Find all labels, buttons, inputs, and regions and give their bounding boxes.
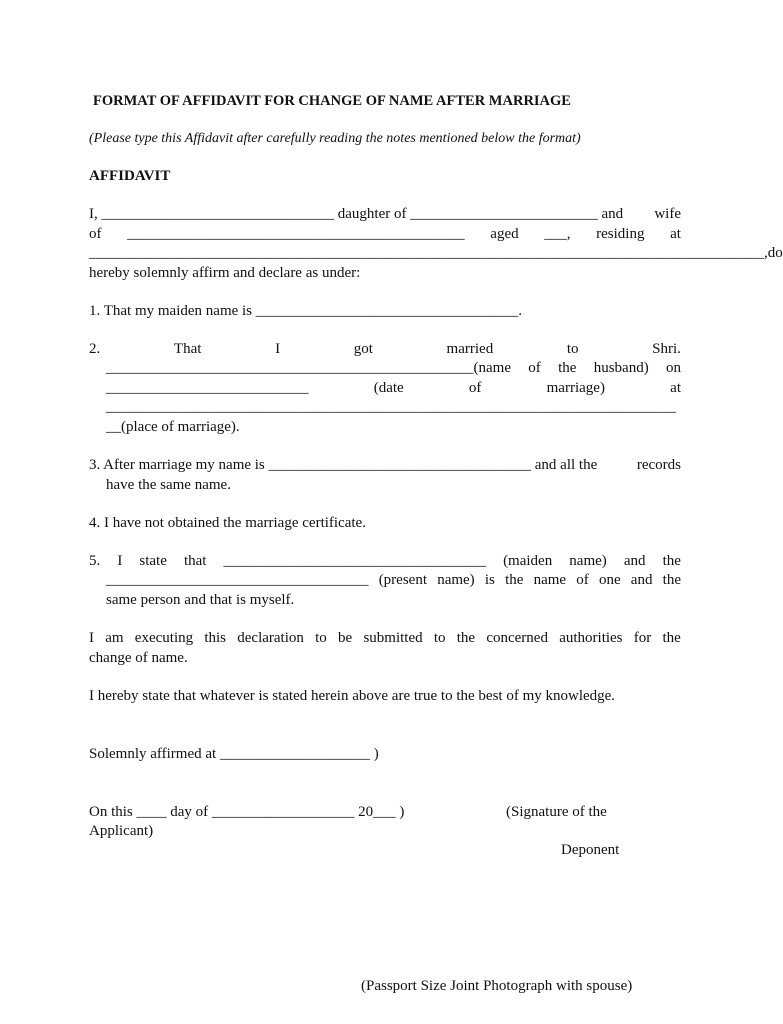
item-2-text: marriage) <box>546 380 605 396</box>
item-5-text: that <box>183 553 207 569</box>
intro-text: at <box>670 226 681 242</box>
document-title: FORMAT OF AFFIDAVIT FOR CHANGE OF NAME AFTER MARRIAGE <box>93 93 571 109</box>
item-5-line-2 <box>106 571 681 590</box>
item-2-text: at <box>670 380 681 396</box>
intro-text: do <box>767 245 783 261</box>
item-2-text: 2. <box>89 341 101 357</box>
item-5-text: name) <box>569 553 607 569</box>
declaration-text: be <box>338 630 353 646</box>
item-5-text: ___________________________________ <box>106 572 369 588</box>
item-2-line-1 <box>89 340 681 359</box>
item-5-text: and <box>630 572 653 588</box>
item-5-text: I <box>117 553 123 569</box>
affirmed-at-line: Solemnly affirmed at ____________________ ) <box>89 746 379 762</box>
intro-text: of <box>89 226 102 242</box>
item-2-line-4: ____________________________________________________________________________ <box>106 399 676 415</box>
declaration-text: declaration <box>237 630 304 646</box>
item-5-text: the <box>662 553 681 569</box>
item-3-line-1 <box>89 456 681 475</box>
item-2-text: I <box>275 341 281 357</box>
item-5-line-1 <box>89 552 681 571</box>
item-5-text: the <box>505 572 524 588</box>
applicant-label: Applicant) <box>89 823 154 839</box>
declaration-text: the <box>662 630 681 646</box>
intro-text: residing <box>596 226 645 242</box>
item-5-text: (maiden <box>503 553 553 569</box>
intro-text: wife <box>654 206 681 222</box>
item-2-text: Shri. <box>652 341 681 357</box>
item-3-text: 3. After marriage my name is ___________________________________ and all the <box>89 457 598 473</box>
item-2-text: husband) <box>593 360 649 376</box>
signature-label: (Signature of the <box>506 804 607 820</box>
intro-text: I, _______________________________ daughter of _________________________ and <box>89 206 624 222</box>
declaration-text: I <box>89 630 94 646</box>
declaration-text: to <box>433 630 446 646</box>
truth-statement: I hereby state that whatever is stated herein above are true to the best of my knowledge. <box>89 688 616 704</box>
item-2-text: married <box>446 341 494 357</box>
affidavit-heading: AFFIDAVIT <box>89 168 171 184</box>
intro-text: ___, <box>544 226 571 242</box>
item-5-text: 5. <box>89 553 101 569</box>
item-3-line-2: have the same name. <box>106 477 231 493</box>
deponent-label: Deponent <box>561 842 620 858</box>
date-line: On this ____ day of ___________________ 20___ ) <box>89 804 405 820</box>
item-5-text: name) <box>437 572 475 588</box>
intro-line-2 <box>89 225 681 244</box>
declaration-text: the <box>456 630 476 646</box>
item-5-text: name <box>533 572 567 588</box>
intro-text: _____________________________________________ <box>127 226 465 242</box>
item-2-text: ___________________________ <box>106 380 309 396</box>
item-2-line-3 <box>106 379 681 398</box>
intro-line-3 <box>89 244 783 263</box>
intro-line-1 <box>89 205 681 224</box>
item-5-text: one <box>598 572 621 588</box>
item-2-text: got <box>353 341 373 357</box>
declaration-text: to <box>315 630 327 646</box>
item-5-text: state <box>139 553 167 569</box>
item-2-text: the <box>558 360 577 376</box>
item-5-text: of <box>576 572 589 588</box>
item-2-text: to <box>566 341 579 357</box>
declaration-text: authorities <box>559 630 623 646</box>
item-2-text: of <box>468 380 482 396</box>
intro-blank: __________________________________________________________________________________________, <box>89 245 768 261</box>
item-1: 1. That my maiden name is ___________________________________. <box>89 303 523 319</box>
declaration-text: submitted <box>363 630 423 646</box>
item-2-text: on <box>666 360 681 376</box>
item-2-line-2 <box>106 359 681 378</box>
declaration-text: for <box>633 630 652 646</box>
item-2-text: of <box>528 360 541 376</box>
item-5-line-3: same person and that is myself. <box>106 592 295 608</box>
declaration-text: concerned <box>486 630 548 646</box>
item-5-text: the <box>662 572 681 588</box>
declaration-line-1 <box>89 629 681 648</box>
item-2-text: That <box>173 341 202 357</box>
item-5-text: is <box>484 572 495 588</box>
item-5-text: (present <box>378 572 427 588</box>
item-5-text: and <box>623 553 646 569</box>
photo-note: (Passport Size Joint Photograph with spouse) <box>361 978 633 994</box>
item-2-text: (date <box>373 380 404 396</box>
item-5-text: ___________________________________ <box>223 553 486 569</box>
declaration-text: this <box>204 630 227 646</box>
declaration-text: executing <box>134 630 194 646</box>
item-2-text: _________________________________________________(name <box>106 360 511 376</box>
declaration-line-2: change of name. <box>89 650 188 666</box>
intro-line-4: hereby solemnly affirm and declare as under: <box>89 265 361 281</box>
declaration-text: am <box>105 630 124 646</box>
item-3-text: records <box>636 457 681 473</box>
item-4: 4. I have not obtained the marriage certificate. <box>89 515 366 531</box>
intro-text: aged <box>490 226 519 242</box>
item-2-line-5: __(place of marriage). <box>106 419 240 435</box>
typing-note: (Please type this Affidavit after carefully reading the notes mentioned below the format) <box>89 131 581 146</box>
